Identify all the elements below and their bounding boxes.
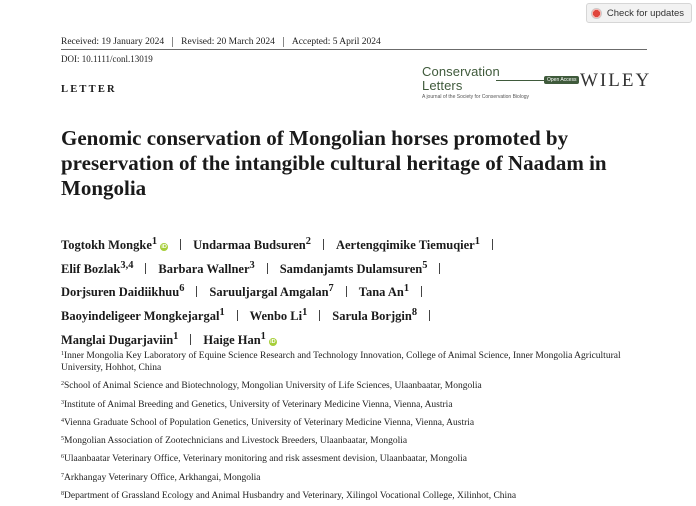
affiliation-text: Arkhangay Veterinary Office, Arkhangai, Mongolia (64, 472, 261, 483)
received-date: Received: 19 January 2024 (61, 37, 165, 47)
author-list (61, 232, 661, 350)
author-line (61, 232, 661, 256)
affiliation-number: 6 (61, 454, 64, 461)
author-separator (492, 239, 493, 250)
affiliation-number: 8 (61, 491, 64, 498)
author-affiliation-ref[interactable]: 5 (422, 259, 428, 271)
affiliation-text: Institute of Animal Breeding and Genetics, University of Veterinary Medicine Vienna, Vienna, Austria (64, 399, 453, 410)
affiliation-item (61, 451, 661, 465)
author-separator (180, 239, 181, 250)
journal-tagline: A journal of the Society for Conservation Biology (422, 94, 530, 100)
author-name[interactable]: Togtokh Mongke (61, 238, 152, 253)
author-name[interactable]: Barbara Wallner (158, 261, 250, 276)
author-separator (145, 263, 146, 274)
affiliation-number: 1 (61, 351, 64, 357)
author-name[interactable]: Manglai Dugarjaviin (61, 332, 174, 347)
author-separator (429, 310, 430, 321)
author-separator (346, 286, 347, 297)
journal-rule (496, 80, 546, 81)
article-title: Genomic conservation of Mongolian horses promoted by preservation of the intangible cultural heritage of Naadam in Mongolia (61, 126, 607, 200)
author-separator (196, 286, 197, 297)
author-name[interactable]: Saruuljargal Amgalan (209, 285, 329, 300)
author-name[interactable]: Wenbo Li (249, 309, 303, 324)
orcid-icon[interactable]: iD (161, 244, 167, 251)
author-name[interactable]: Aertengqimike Tiemuqier (335, 238, 475, 253)
header-rule (61, 49, 647, 50)
affiliation-number: 4 (61, 417, 64, 424)
doi[interactable]: DOI: 10.1111/conl.13019 (61, 54, 153, 64)
author-affiliation-ref[interactable]: 1 (474, 236, 480, 247)
affiliation-text: Ulaanbaatar Veterinary Office, Veterinary monitoring and risk assesment devision, Ulaanbaatar, Mongolia (64, 454, 467, 465)
affiliation-item (61, 397, 661, 411)
article-type: LETTER (61, 84, 117, 95)
author-affiliation-ref[interactable]: 1 (173, 330, 179, 342)
author-line (61, 327, 661, 351)
affiliation-number: 7 (61, 472, 64, 479)
affiliation-item (61, 348, 661, 374)
affiliation-text: Vienna Graduate School of Population Genetics, University of Veterinary Medicine Vienna, Vienna, Austria (64, 417, 475, 428)
author-name[interactable]: Samdanjamts Dulamsuren (279, 261, 423, 276)
date-divider (172, 37, 173, 47)
author-affiliation-ref[interactable]: 2 (305, 236, 311, 247)
affiliation-text: School of Animal Science and Biotechnology, Mongolian University of Life Sciences, Ulaanbaatar, Mongolia (64, 381, 482, 392)
author-affiliation-ref[interactable]: 1 (151, 236, 158, 247)
author-affiliation-ref[interactable]: 3,4 (120, 259, 134, 271)
author-affiliation-ref[interactable]: 6 (179, 283, 185, 295)
affiliation-item (61, 470, 661, 484)
author-separator (267, 263, 268, 274)
orcid-icon[interactable]: iD (270, 338, 276, 345)
author-affiliation-ref[interactable]: 1 (219, 306, 225, 318)
affiliation-item (61, 488, 661, 502)
author-name[interactable]: Tana An (358, 285, 404, 300)
open-access-badge: Open Access (544, 76, 579, 84)
affiliation-text: Mongolian Association of Zootechnicians and Livestock Breeders, Ulaanbaatar, Mongolia (64, 436, 408, 447)
affiliation-item (61, 378, 661, 392)
affiliation-number: 5 (61, 436, 64, 443)
revised-date: Revised: 20 March 2024 (181, 37, 275, 47)
author-separator (421, 286, 422, 297)
author-line (61, 303, 661, 327)
author-separator (319, 310, 320, 321)
author-affiliation-ref[interactable]: 3 (249, 259, 255, 271)
author-affiliation-ref[interactable]: 8 (411, 306, 418, 318)
author-name[interactable]: Undarmaa Budsuren (193, 238, 306, 253)
author-affiliation-ref[interactable]: 1 (260, 330, 266, 342)
author-separator (237, 310, 238, 321)
journal-name: Conservation Letters (422, 64, 500, 93)
affiliation-text: Department of Grassland Ecology and Animal Husbandry and Veterinary, Xilingol Vocational College, Xilinhot, China (64, 491, 517, 502)
author-name[interactable]: Dorjsuren Daidiikhuu (61, 285, 180, 300)
affiliation-item (61, 433, 661, 447)
affiliation-number: 2 (61, 381, 64, 388)
author-line (61, 279, 661, 303)
check-for-updates-label: Check for updates (606, 7, 684, 19)
article-dates (61, 37, 381, 47)
author-affiliation-ref[interactable]: 1 (403, 283, 410, 295)
journal-logo[interactable] (422, 65, 542, 100)
author-separator (323, 239, 324, 250)
author-affiliation-ref[interactable]: 1 (302, 306, 308, 318)
accepted-date: Accepted: 5 April 2024 (291, 37, 381, 47)
author-line (61, 256, 661, 280)
author-name[interactable]: Haige Han (203, 332, 261, 347)
author-separator (439, 263, 440, 274)
author-name[interactable]: Baoyindeligeer Mongkejargal (61, 309, 220, 324)
crossmark-icon (591, 8, 602, 19)
affiliation-number: 3 (61, 399, 64, 406)
affiliation-item (61, 415, 661, 429)
author-separator (190, 334, 191, 345)
date-divider (283, 37, 284, 47)
check-for-updates-button[interactable] (586, 3, 692, 23)
affiliation-text: Inner Mongolia Key Laboratory of Equine Science Research and Technology Innovation, College of Animal Science, Inner Mongolia Agricultural University, Hohhot, China (61, 351, 621, 373)
author-affiliation-ref[interactable]: 7 (328, 283, 334, 295)
affiliation-list (61, 348, 661, 506)
author-name[interactable]: Sarula Borjgin (332, 309, 412, 324)
author-name[interactable]: Elif Bozlak (61, 261, 121, 276)
publisher-logo[interactable]: WILEY (580, 70, 652, 91)
